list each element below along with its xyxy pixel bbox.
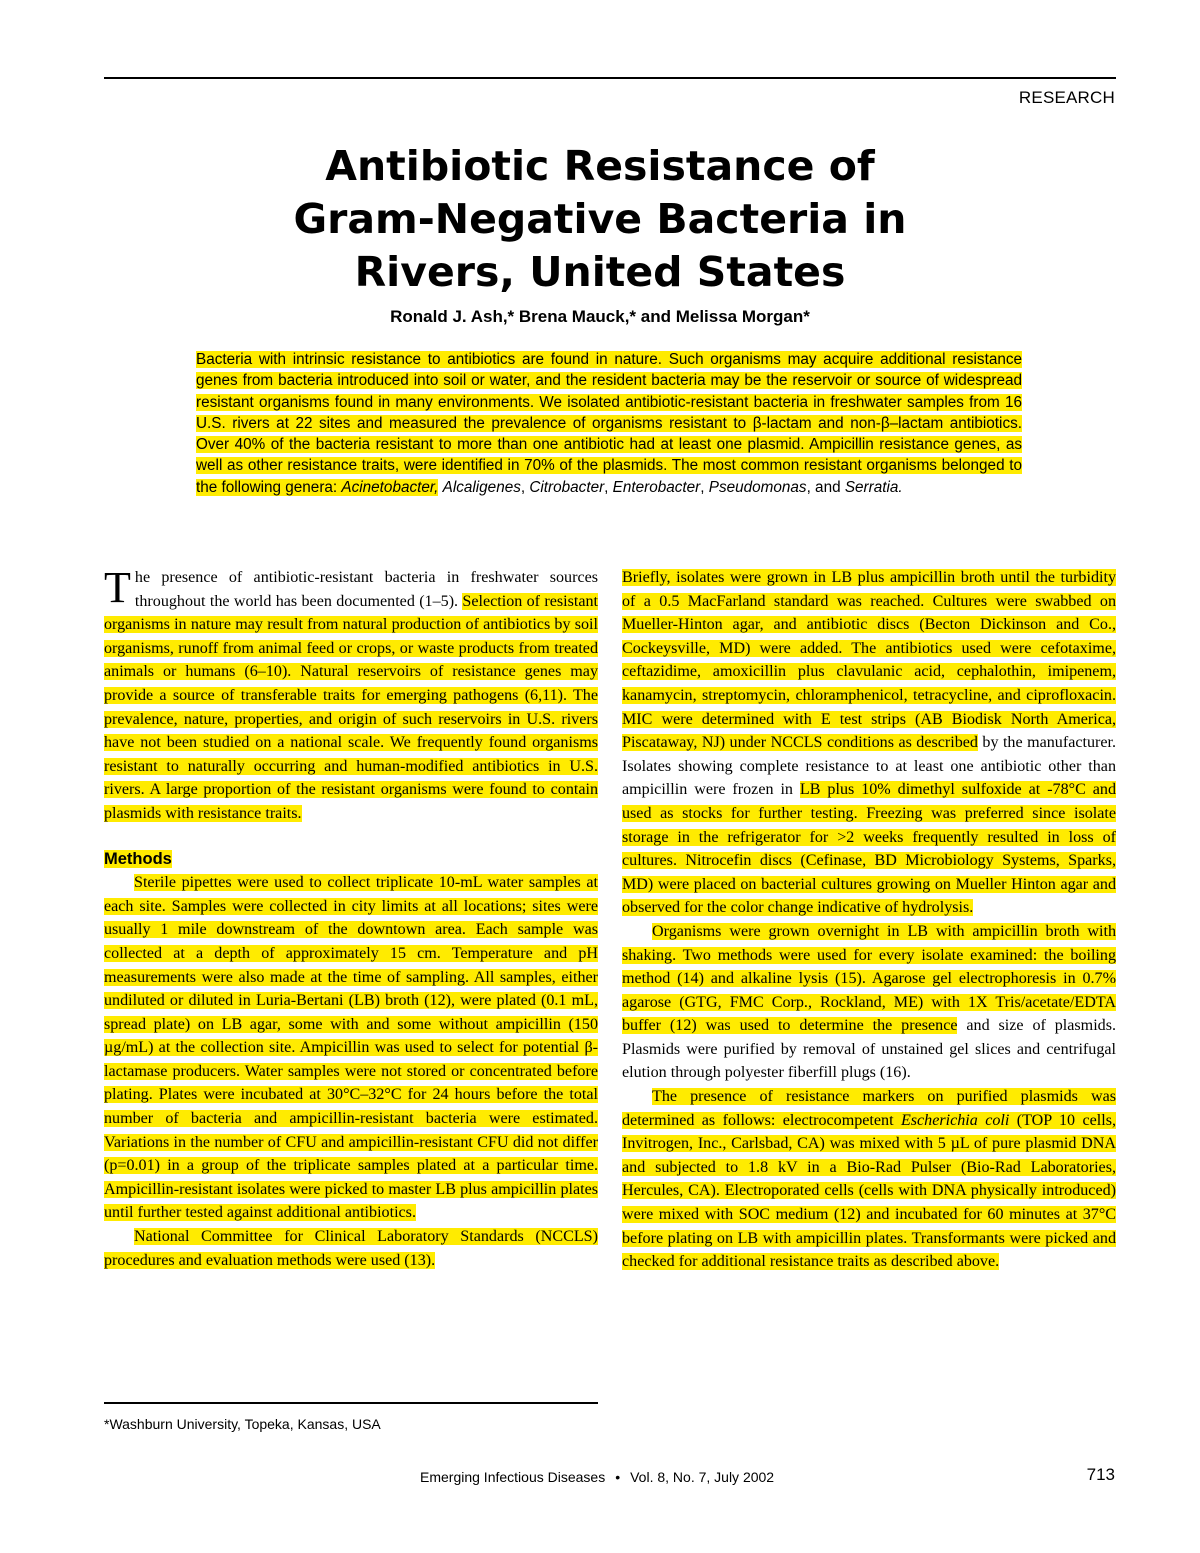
affiliation-footnote: *Washburn University, Topeka, Kansas, USA [104,1416,381,1432]
header-rule [104,77,1116,79]
intro-text: he presence of antibiotic-resistant bacteria in freshwater sources throughout the world has been documented (1–5). [134,569,598,610]
page-number: 713 [1086,1465,1115,1484]
methods-paragraph: Sterile pipettes were used to collect triplicate 10-mL water samples at each site. Samples were collected in city limits at all locations; sites were usually 1 mile downstream of the downtown area. Each sample was collected at a depth of approximately 15 cm. Temperature and pH measurements were also made at the time of sampling. All samples, either undiluted or diluted in Luria-Bertani (LB) broth (12), were plated (0.1 mL, spread plate) on LB agar, some with and some without ampicillin (150 µg/mL) at the collection site. Ampicillin was used to select for potential β-lactamase producers. Water samples were not stored or concentrated before plating. Plates were incubated at 30°C–32°C for 24 hours before the total number of bacteria and ampicillin-resistant bacteria were estimated. Variations in the number of CFU and ampicillin-resistant CFU did not differ (p=0.01) in a group of the triplicate samples plated at a particular time. Ampicillin-resistant isolates were picked to master LB plus ampicillin plates until further tested against additional antibiotics. [104,874,598,1222]
journal-name: Emerging Infectious Diseases [420,1469,606,1485]
abstract: Bacteria with intrinsic resistance to antibiotics are found in nature. Such organisms may acquire additional resistance genes from bacteria introduced into soil or water, and the resident bacteria may be the reservoir or source of widespread resistant organisms found in many environments. We isolated antibiotic-resistant bacteria in freshwater samples from 16 U.S. rivers at 22 sites and measured the prevalence of organisms resistant to β-lactam and non-β–lactam antibiotics. Over 40% of the bacteria resistant to more than one antibiotic had at least one plasmid. Ampicillin resistance genes, as well as other resistance traits, were identified in 70% of the plasmids. The most common resistant organisms belonged to the following genera: Acinetobacter, Alcaligenes, Citrobacter, Enterobacter, Pseudomonas, and Serratia. [196,351,1022,496]
abstract-text: Bacteria with intrinsic resistance to antibiotics are found in nature. Such organisms may acquire additional resistance genes from bacteria introduced into soil or water, and the resident bacteria may be the reservoir or source of widespread resistant organisms found in many environments. We isolated antibiotic-resistant bacteria in freshwater samples from 16 U.S. rivers at 22 sites and measured the prevalence of organisms resistant to β-lactam and non-β–lactam antibiotics. Over 40% of the bacteria resistant to more than one antibiotic had at least one plasmid. Ampicillin resistance genes, as well as other resistance traits, were identified in 70% of the plasmids. The most common resistant organisms belonged to the following genera: [196,351,1022,496]
abstract-genus: Pseudomonas [708,478,807,496]
methods-paragraph: Organisms were grown overnight in LB with ampicillin broth with shaking. Two methods were used for every isolate examined: the boiling method (14) and alkaline lysis (15). Agarose gel electrophoresis in 0.7% agarose (GTG, FMC Corp., Rockland, ME) with 1X Tris/acetate/EDTA buffer (12) was used to determine the presence and size of plasmids. Plasmids were purified by removal of unstained gel slices and centrifugal elution through polyester fiberfill plugs (16). [622,922,1116,1082]
journal-issue: Vol. 8, No. 7, July 2002 [630,1469,775,1485]
article-title [100,140,1100,299]
methods-heading: Methods [104,849,172,868]
species-name: Escherichia coli [900,1111,1010,1129]
author-list: Ronald J. Ash,* Brena Mauck,* and Melissa Morgan* [390,307,810,326]
abstract-genus: Acinetobacter, [341,478,439,496]
journal-footer [420,1469,774,1485]
intro-paragraph [104,563,598,826]
footnote-rule [104,1402,598,1404]
title-line: Gram-Negative Bacteria in [293,195,907,243]
abstract-genus: Enterobacter [612,478,701,496]
methods-paragraph: The presence of resistance markers on purified plasmids was determined as follows: electrocompetent Escherichia coli (TOP 10 cells, Invitrogen, Inc., Carlsbad, CA) was mixed with 5 µL of pure plasmid DNA and subjected to 1.8 kV in a Bio-Rad Pulser (Bio-Rad Laboratories, Hercules, CA). Electroporated cells (cells with DNA physically introduced) were mixed with SOC medium (12) and incubated for 60 minutes at 37°C before plating on LB with ampicillin plates. Transformants were picked and checked for additional resistance traits as described above. [622,1088,1117,1271]
methods-paragraph: Briefly, isolates were grown in LB plus ampicillin broth until the turbidity of a 0.5 MacFarland standard was reached. Cultures were swabbed on Mueller-Hinton agar, and antibiotic discs (Becton Dickinson and Co., Cockeysville, MD) were added. The antibiotics used were cefotaxime, ceftazidime, amoxicillin plus clavulanic acid, cephalothin, imipenem, kanamycin, streptomycin, chloramphenicol, tetracycline, and ciprofloxacin. MIC were determined with E test strips (AB Biodisk North America, Piscataway, NJ) under NCCLS conditions as described by the manufacturer. Isolates showing complete resistance to at least one antibiotic other than ampicillin were frozen in LB plus 10% dimethyl sulfoxide at -78°C and used as stocks for further testing. Freezing was preferred since isolate storage in the refrigerator for >2 weeks frequently resulted in loss of cultures. Nitrocefin discs (Cefinase, BD Microbiology Systems, Sparks, MD) were placed on bacterial cultures growing on Mueller Hinton agar and observed for the color change indicative of hydrolysis. [622,569,1116,917]
title-line: Antibiotic Resistance of [325,142,875,190]
section-label: RESEARCH [1018,88,1115,107]
title-line: Rivers, United States [354,248,846,296]
bullet-separator: • [615,1469,621,1485]
intro-highlight: Selection of resistant organisms in nature may result from natural production of antibiotics by soil organisms, runoff from animal feed or crops, or waste products from treated animals or humans (6–10). Natural reservoirs of resistance genes may provide a source of transferable traits for emerging pathogens (6,11). The prevalence, nature, properties, and origin of such reservoirs in U.S. rivers have not been studied on a national scale. We frequently found organisms resistant to naturally occurring and human-modified antibiotics in U.S. rivers. A large proportion of the resistant organisms were found to contain plasmids with resistance traits. [104,592,598,822]
methods-paragraph: National Committee for Clinical Laboratory Standards (NCCLS) procedures and evaluation methods were used (13). [104,1228,598,1269]
abstract-genus: Citrobacter [529,478,605,496]
drop-cap: T [104,563,131,612]
abstract-genus: Serratia. [844,478,903,496]
left-column [104,563,598,1272]
right-column [622,566,1116,1274]
abstract-genus: Alcaligenes [442,478,521,496]
